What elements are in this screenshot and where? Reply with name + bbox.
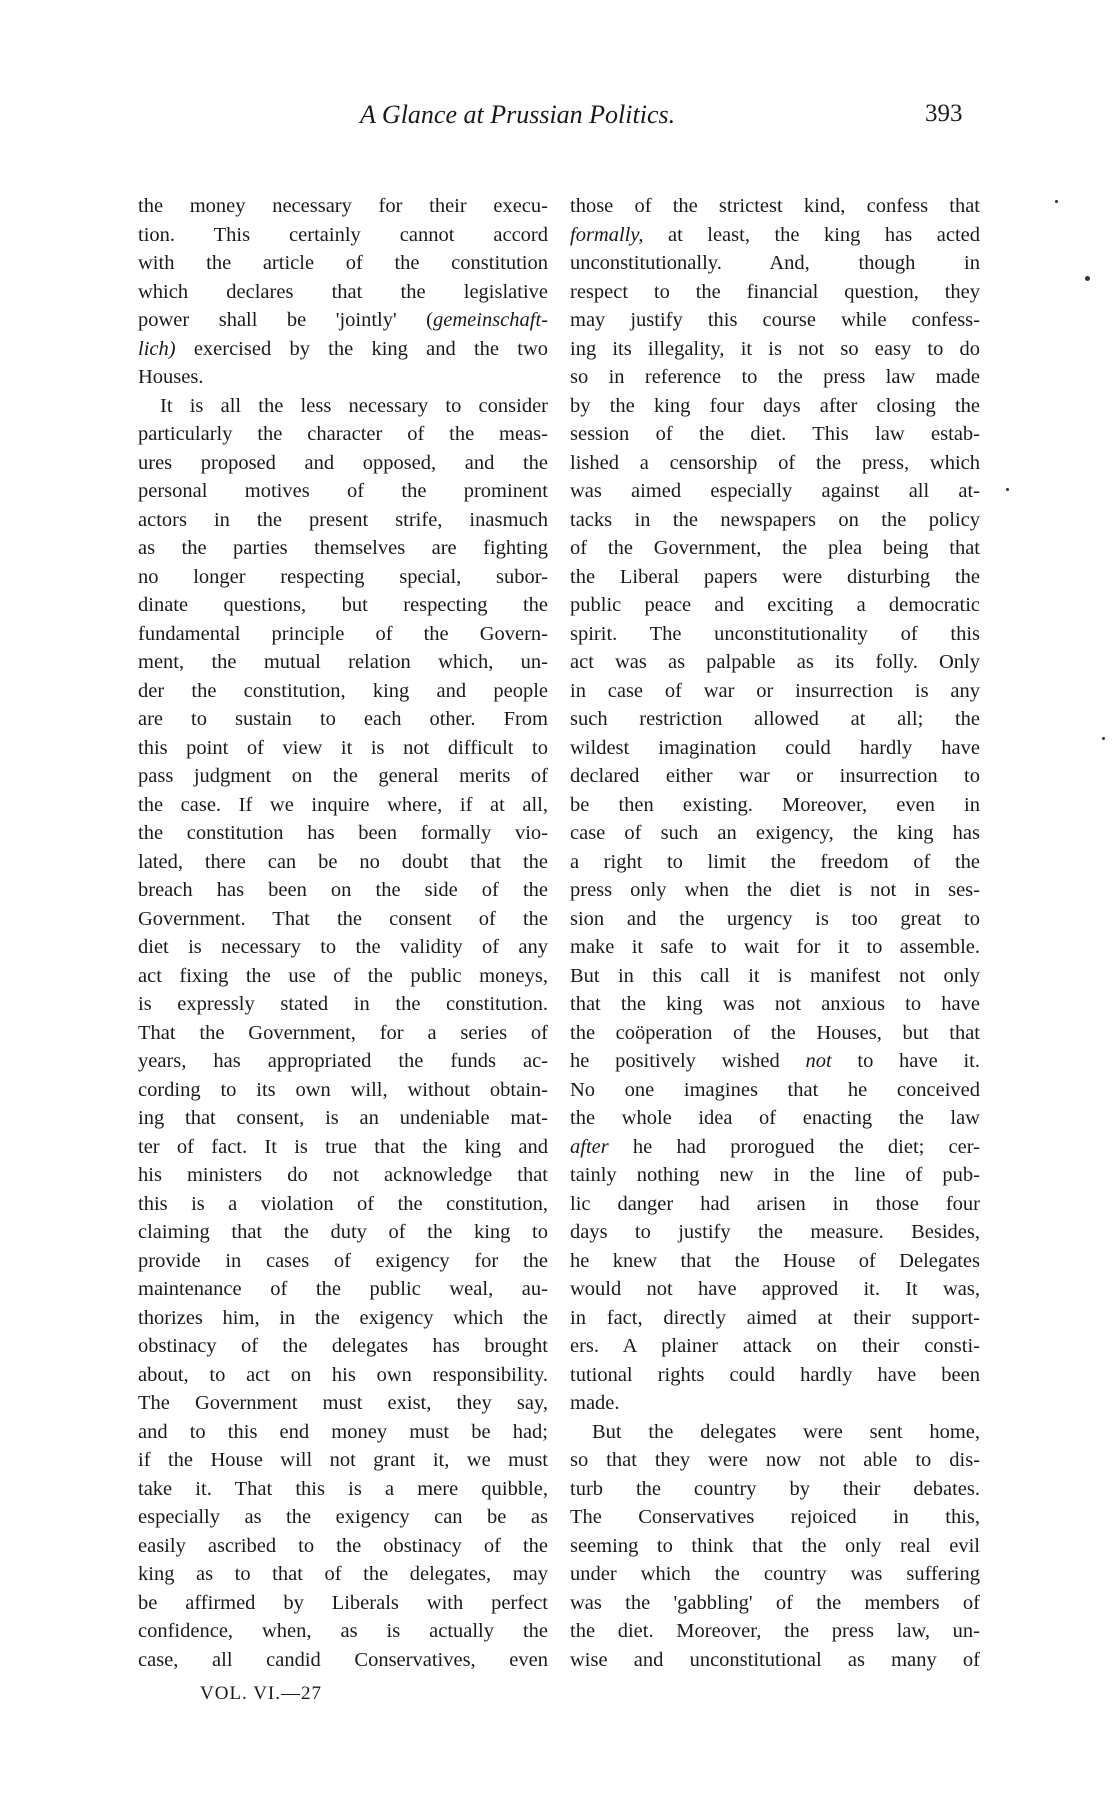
text-line: case, all candid Conservatives, even xyxy=(138,1648,548,1671)
text-line: king as to that of the delegates, may xyxy=(138,1563,548,1585)
text-line: with the article of the constitution xyxy=(138,252,548,274)
italic-text: not xyxy=(805,1050,832,1072)
text-line: was aimed especially against all at- xyxy=(570,480,980,502)
text-line: take it. That this is a mere quibble, xyxy=(138,1477,548,1500)
text-line: easily ascribed to the obstinacy of the xyxy=(138,1534,548,1557)
text-line: particularly the character of the meas- xyxy=(138,423,548,445)
text-line: ment, the mutual relation which, un- xyxy=(138,651,548,673)
italic-text: after xyxy=(570,1135,609,1158)
text-line: That the Government, for a series of xyxy=(138,1021,548,1044)
text-line xyxy=(138,335,548,364)
text-line: turb the country by their debates. xyxy=(570,1477,980,1500)
text-segment: to have it. xyxy=(831,1050,980,1072)
text-line: the money necessary for their execu- xyxy=(138,195,548,217)
text-line: this point of view it is not difficult to xyxy=(138,736,548,759)
text-line: lated, there can be no doubt that the xyxy=(138,850,548,873)
text-line: session of the diet. This law estab- xyxy=(570,423,980,445)
text-line: would not have approved it. It was, xyxy=(570,1278,980,1300)
text-line: But the delegates were sent home, xyxy=(592,1420,980,1443)
text-line: sion and the urgency is too great to xyxy=(570,907,980,930)
text-line: make it safe to wait for it to assemble. xyxy=(570,936,980,958)
text-line xyxy=(570,1133,980,1162)
text-line: ers. A plainer attack on their consti- xyxy=(570,1335,980,1357)
text-line: thorizes him, in the exigency which the xyxy=(138,1306,548,1329)
text-line: The Conservatives rejoiced in this, xyxy=(570,1506,980,1528)
text-line: But in this call it is manifest not only xyxy=(570,964,980,987)
text-line: in case of war or insurrection is any xyxy=(570,679,980,702)
text-line: obstinacy of the delegates has brought xyxy=(138,1335,548,1357)
text-line: no longer respecting special, subor- xyxy=(138,565,548,588)
text-line: cording to its own will, without obtain- xyxy=(138,1078,548,1101)
text-line: is expressly stated in the constitution. xyxy=(138,993,548,1015)
text-line: days to justify the measure. Besides, xyxy=(570,1221,980,1243)
text-line: so that they were now not able to dis- xyxy=(570,1449,980,1471)
text-line: confidence, when, as is actually the xyxy=(138,1620,548,1642)
text-line: tutional rights could hardly have been xyxy=(570,1363,980,1386)
text-line: was the 'gabbling' of the members of xyxy=(570,1591,980,1614)
text-line: be affirmed by Liberals with perfect xyxy=(138,1591,548,1614)
text-line: declared either war or insurrection to xyxy=(570,765,980,787)
text-segment: power shall be 'jointly' ( xyxy=(138,309,433,331)
print-speck xyxy=(1102,737,1105,740)
text-line: lished a censorship of the press, which xyxy=(570,451,980,474)
text-line: by the king four days after closing the xyxy=(570,394,980,417)
text-line: maintenance of the public weal, au- xyxy=(138,1278,548,1300)
text-line: if the House will not grant it, we must xyxy=(138,1449,548,1471)
italic-text: gemeinschaft- xyxy=(433,309,548,331)
text-line: No one imagines that he conceived xyxy=(570,1078,980,1101)
page-number: 393 xyxy=(925,100,963,127)
text-line xyxy=(570,221,980,250)
text-line: and to this end money must be had; xyxy=(138,1420,548,1443)
text-line: the diet. Moreover, the press law, un- xyxy=(570,1620,980,1642)
text-line: act was as palpable as its folly. Only xyxy=(570,651,980,673)
text-line: Government. That the consent of the xyxy=(138,907,548,930)
text-line: made. xyxy=(570,1392,620,1414)
text-line: as the parties themselves are fighting xyxy=(138,537,548,559)
text-segment: he had prorogued the diet; cer- xyxy=(608,1135,980,1158)
text-line: lic danger had arisen in those four xyxy=(570,1192,980,1215)
text-line: ures proposed and opposed, and the xyxy=(138,451,548,474)
text-line: The Government must exist, they say, xyxy=(138,1392,548,1414)
text-line: act fixing the use of the public moneys, xyxy=(138,964,548,987)
text-line: his ministers do not acknowledge that xyxy=(138,1164,548,1186)
text-line: in fact, directly aimed at their support- xyxy=(570,1306,980,1329)
text-line: the case. If we inquire where, if at all, xyxy=(138,793,548,816)
text-line: this is a violation of the constitution, xyxy=(138,1192,548,1215)
text-line: he knew that the House of Delegates xyxy=(570,1249,980,1272)
text-line: such restriction allowed at all; the xyxy=(570,708,980,730)
text-line: provide in cases of exigency for the xyxy=(138,1249,548,1272)
print-speck xyxy=(1085,276,1090,281)
text-line: the coöperation of the Houses, but that xyxy=(570,1021,980,1044)
text-segment: exercised by the king and the two xyxy=(175,337,548,360)
text-line: the Liberal papers were disturbing the xyxy=(570,565,980,588)
text-segment: he positively wished xyxy=(570,1050,806,1072)
text-line: ing that consent, is an undeniable mat- xyxy=(138,1107,548,1129)
print-speck xyxy=(1006,488,1009,491)
text-line: be then existing. Moreover, even in xyxy=(570,793,980,816)
text-line: tacks in the newspapers on the policy xyxy=(570,508,980,531)
text-line: respect to the financial question, they xyxy=(570,280,980,303)
text-line: tainly nothing new in the line of pub- xyxy=(570,1164,980,1186)
text-line: public peace and exciting a democratic xyxy=(570,594,980,616)
text-line: case of such an exigency, the king has xyxy=(570,822,980,844)
text-line xyxy=(138,306,548,335)
italic-text: formally, xyxy=(570,223,644,246)
text-line: are to sustain to each other. From xyxy=(138,708,548,730)
text-line: wise and unconstitutional as many of xyxy=(570,1648,980,1671)
text-line: years, has appropriated the funds ac- xyxy=(138,1050,548,1072)
text-line: about, to act on his own responsibility. xyxy=(138,1363,548,1386)
text-line: It is all the less necessary to consider xyxy=(160,394,548,417)
text-line: wildest imagination could hardly have xyxy=(570,736,980,759)
text-line: so in reference to the press law made xyxy=(570,366,980,388)
text-line: a right to limit the freedom of the xyxy=(570,850,980,873)
text-line: personal motives of the prominent xyxy=(138,480,548,502)
text-line: actors in the present strife, inasmuch xyxy=(138,508,548,531)
print-speck xyxy=(1055,200,1058,203)
text-line: der the constitution, king and people xyxy=(138,679,548,702)
text-segment: at least, the king has acted xyxy=(643,223,980,246)
text-line: the whole idea of enacting the law xyxy=(570,1107,980,1129)
text-line: those of the strictest kind, confess that xyxy=(570,195,980,217)
text-line: Houses. xyxy=(138,366,204,388)
text-line: tion. This certainly cannot accord xyxy=(138,223,548,246)
text-line: of the Government, the plea being that xyxy=(570,537,980,559)
text-line: especially as the exigency can be as xyxy=(138,1506,548,1528)
text-line: ing its illegality, it is not so easy to do xyxy=(570,337,980,360)
text-line: the constitution has been formally vio- xyxy=(138,822,548,844)
text-line: diet is necessary to the validity of any xyxy=(138,936,548,958)
text-line: unconstitutionally. And, though in xyxy=(570,252,980,274)
right-column xyxy=(570,192,980,1674)
text-line: which declares that the legislative xyxy=(138,280,548,303)
text-line: that the king was not anxious to have xyxy=(570,993,980,1015)
text-line: claiming that the duty of the king to xyxy=(138,1221,548,1243)
text-line: seeming to think that the only real evil xyxy=(570,1534,980,1557)
text-line: pass judgment on the general merits of xyxy=(138,765,548,787)
text-line: spirit. The unconstitutionality of this xyxy=(570,622,980,645)
running-title: A Glance at Prussian Politics. xyxy=(360,100,676,129)
text-line: fundamental principle of the Govern- xyxy=(138,622,548,645)
text-line: ter of fact. It is true that the king and xyxy=(138,1135,548,1158)
left-column xyxy=(138,192,548,1674)
italic-text: lich) xyxy=(138,337,176,360)
text-line: under which the country was suffering xyxy=(570,1563,980,1585)
text-line: breach has been on the side of the xyxy=(138,879,548,901)
text-line: may justify this course while confess- xyxy=(570,309,980,331)
text-line xyxy=(570,1047,980,1076)
text-line: dinate questions, but respecting the xyxy=(138,594,548,616)
volume-signature: VOL. VI.—27 xyxy=(200,1683,323,1704)
text-line: press only when the diet is not in ses- xyxy=(570,879,980,901)
